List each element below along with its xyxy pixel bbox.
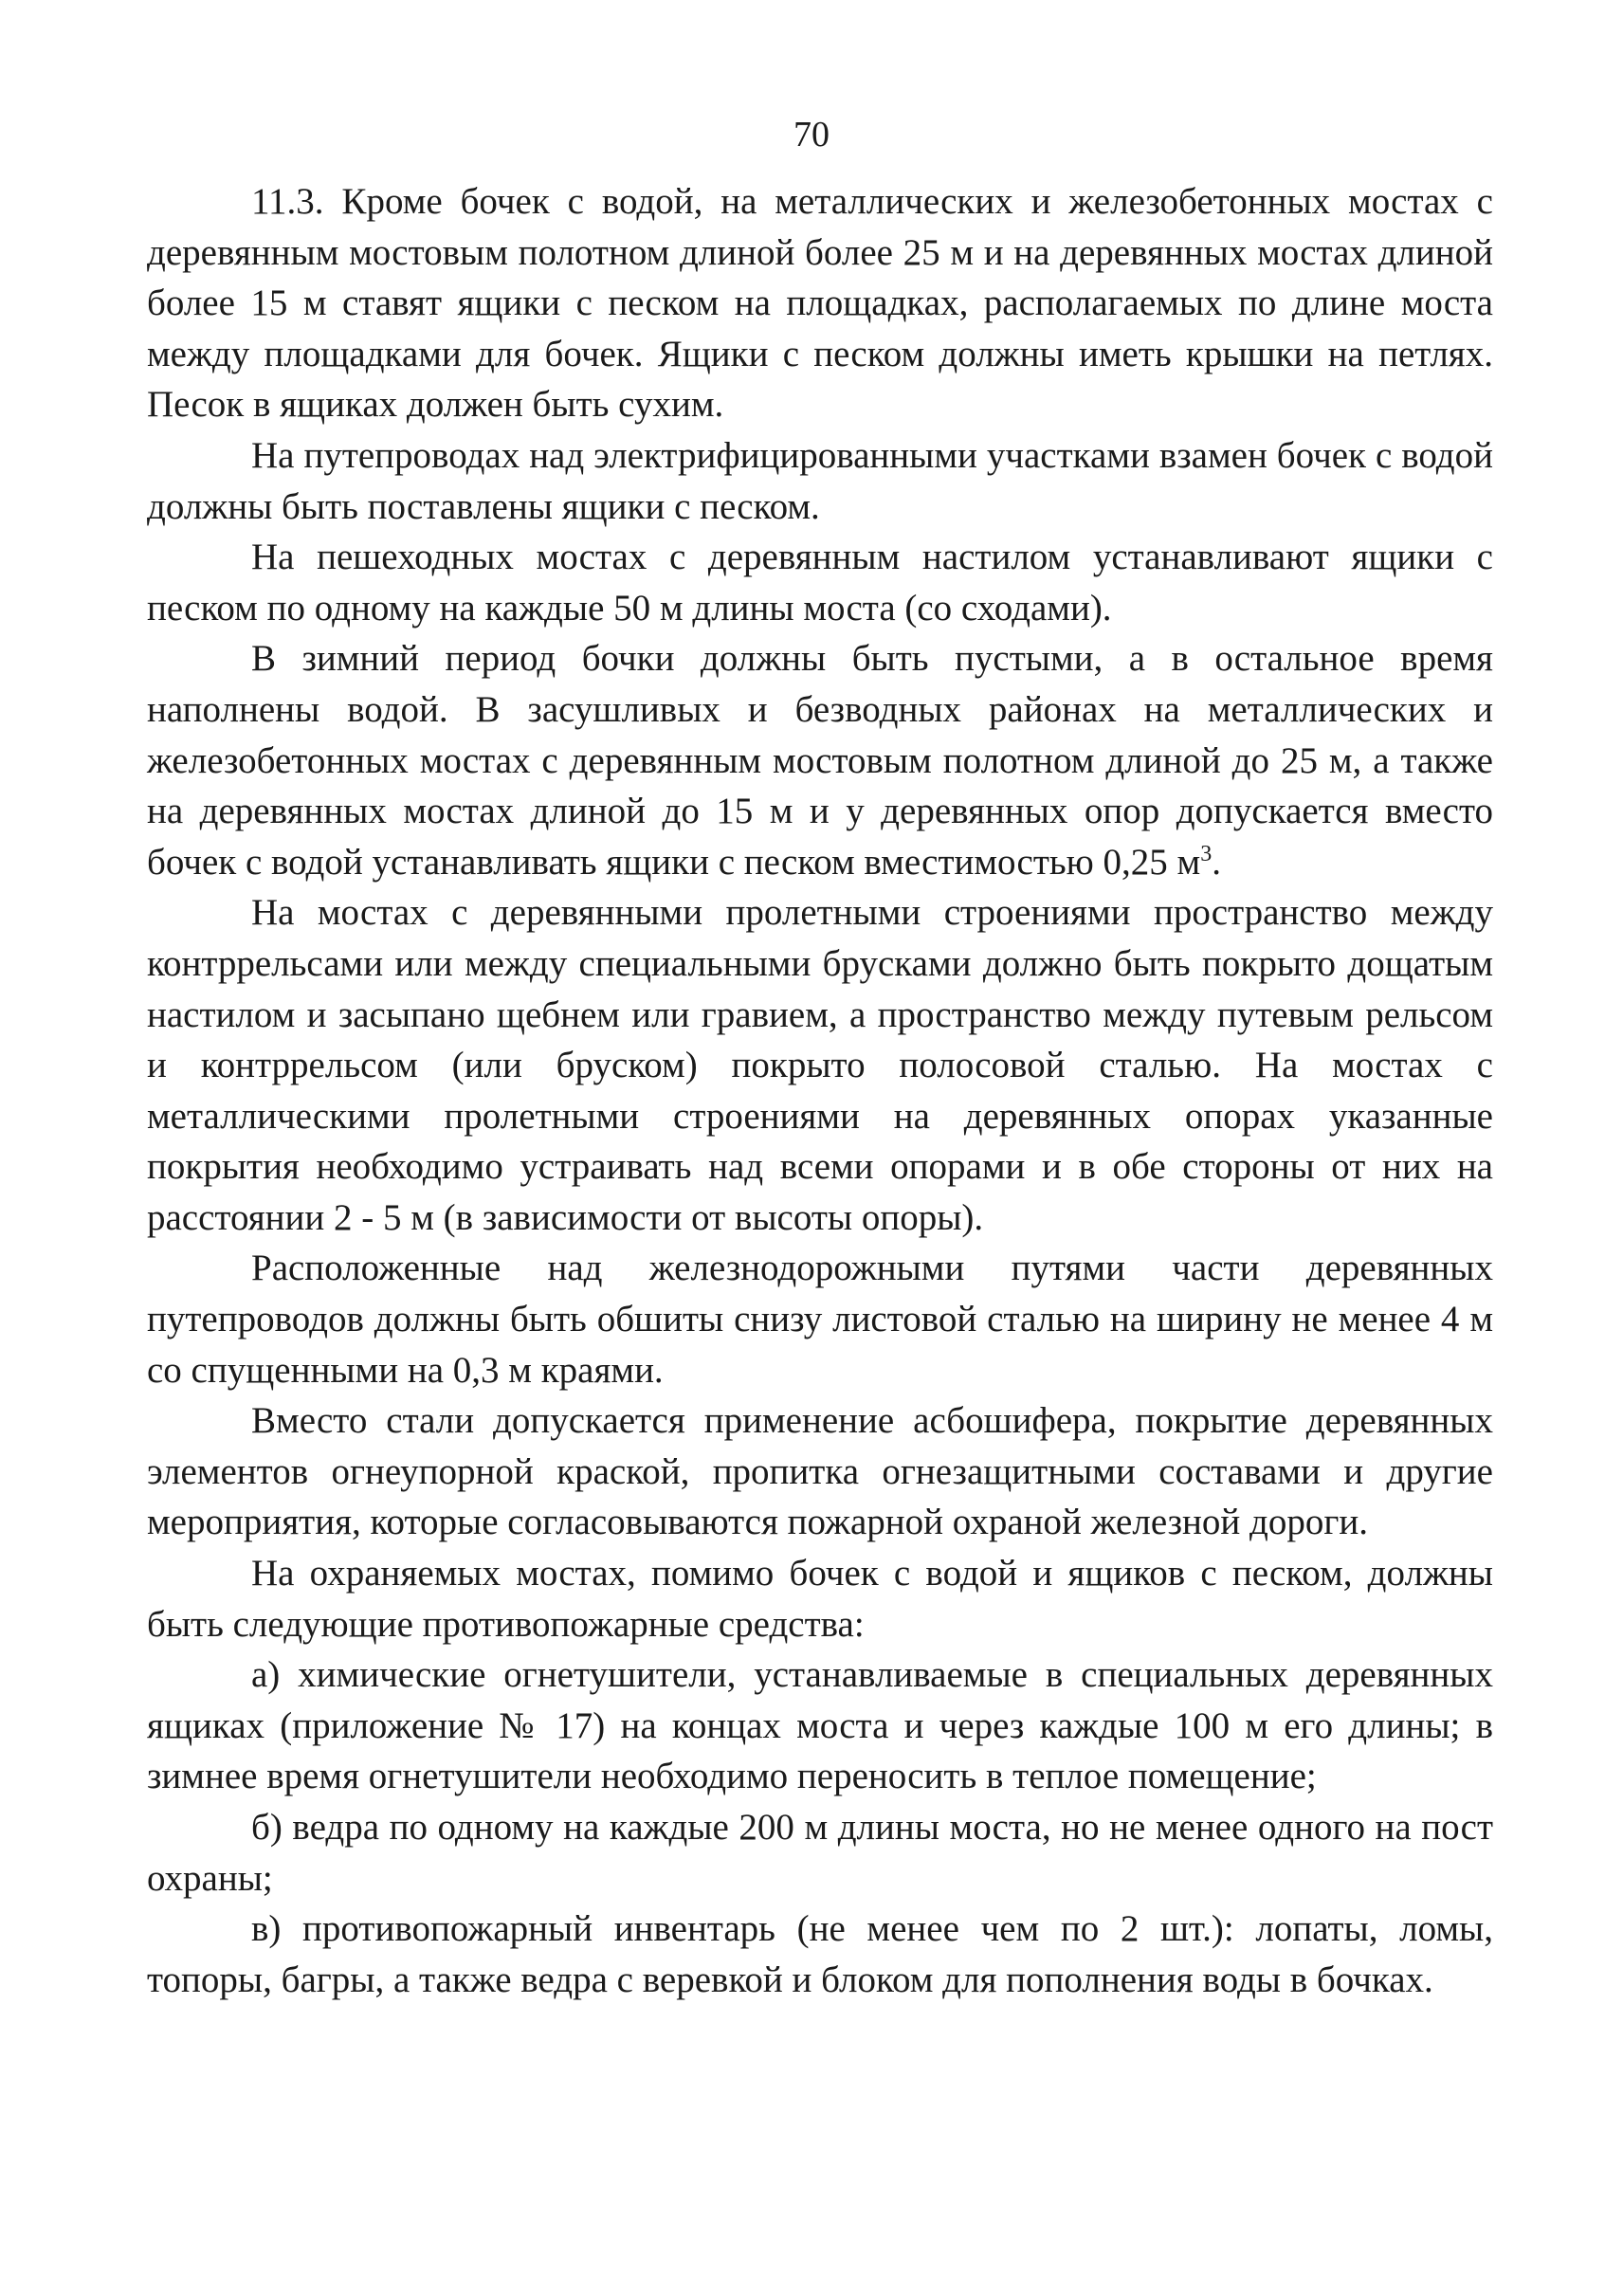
paragraph-overpass-sand-boxes <box>147 430 1493 532</box>
paragraph-text: 11.3. Кроме бочек с водой, на металлических и железобетонных мостах с деревянным мостовым полотном длиной более 25 м и на деревянных мостах длиной более 15 м ставят ящики с песком на площадках, располагаемых по длине моста между площадками для бочек. Ящики с песком должны иметь крышки на петлях. Песок в ящиках должен быть сухим. <box>147 181 1493 426</box>
paragraph-pedestrian-bridges <box>147 532 1493 633</box>
list-item-text: в) противопожарный инвентарь (не менее чем по 2 шт.): лопаты, ломы, топоры, багры, а также ведра с веревкой и блоком для пополнения воды в бочках. <box>147 1908 1493 2000</box>
list-item-v <box>147 1904 1493 2005</box>
paragraph-text: На пешеходных мостах с деревянным настилом устанавливают ящики с песком по одному на каждые 50 м длины моста (со сходами). <box>147 537 1493 629</box>
paragraph-winter-period <box>147 633 1493 887</box>
list-item-text: б) ведра по одному на каждые 200 м длины моста, но не менее одного на пост охраны; <box>147 1807 1493 1899</box>
paragraph-guarded-bridges <box>147 1548 1493 1649</box>
body-text <box>147 176 1493 2005</box>
paragraph-wooden-spans <box>147 887 1493 1243</box>
paragraph-steel-alternatives <box>147 1395 1493 1548</box>
paragraph-tail: . <box>1212 841 1221 883</box>
list-item-a <box>147 1649 1493 1802</box>
list-item-b <box>147 1802 1493 1904</box>
paragraph-overpass-steel-sheathing <box>147 1243 1493 1395</box>
paragraph-text: В зимний период бочки должны быть пустыми, а в остальное время наполнены водой. В засушливых и безводных районах на металлических и железобетонных мостах с деревянным мостовым полотном длиной до 25 м, а также на деревянных мостах длиной до 15 м и у деревянных опор допускается вместо бочек с водой устанавливать ящики с песком вместимостью 0,25 м <box>147 638 1493 883</box>
superscript-cubic: 3 <box>1200 841 1213 866</box>
paragraph-text: На путепроводах над электрифицированными участками взамен бочек с водой должны быть поставлены ящики с песком. <box>147 434 1493 527</box>
paragraph-11-3 <box>147 176 1493 430</box>
paragraph-text: Вместо стали допускается применение асбошифера, покрытие деревянных элементов огнеупорной краской, пропитка огнезащитными составами и другие мероприятия, которые согласовываются пожарной охраной железной дороги. <box>147 1400 1493 1543</box>
paragraph-text: Расположенные над железнодорожными путями части деревянных путепроводов должны быть обшиты снизу листовой сталью на ширину не менее 4 м со спущенными на 0,3 м краями. <box>147 1248 1493 1391</box>
paragraph-text: На мостах с деревянными пролетными строениями пространство между контррельсами или между специальными брусками должно быть покрыто дощатым настилом и засыпано щебнем или гравием, а пространство между путевым рельсом и контррельсом (или бруском) покрыто полосовой сталью. На мостах с металлическими пролетными строениями на деревянных опорах указанные покрытия необходимо устраивать над всеми опорами и в обе стороны от них на расстоянии 2 - 5 м (в зависимости от высоты опоры). <box>147 892 1493 1238</box>
paragraph-text: На охраняемых мостах, помимо бочек с водой и ящиков с песком, должны быть следующие противопожарные средства: <box>147 1553 1493 1645</box>
list-item-text: а) химические огнетушители, устанавливаемые в специальных деревянных ящиках (приложение № 17) на концах моста и через каждые 100 м его длины; в зимнее время огнетушители необходимо переносить в теплое помещение; <box>147 1654 1493 1797</box>
page-number: 70 <box>793 115 830 155</box>
